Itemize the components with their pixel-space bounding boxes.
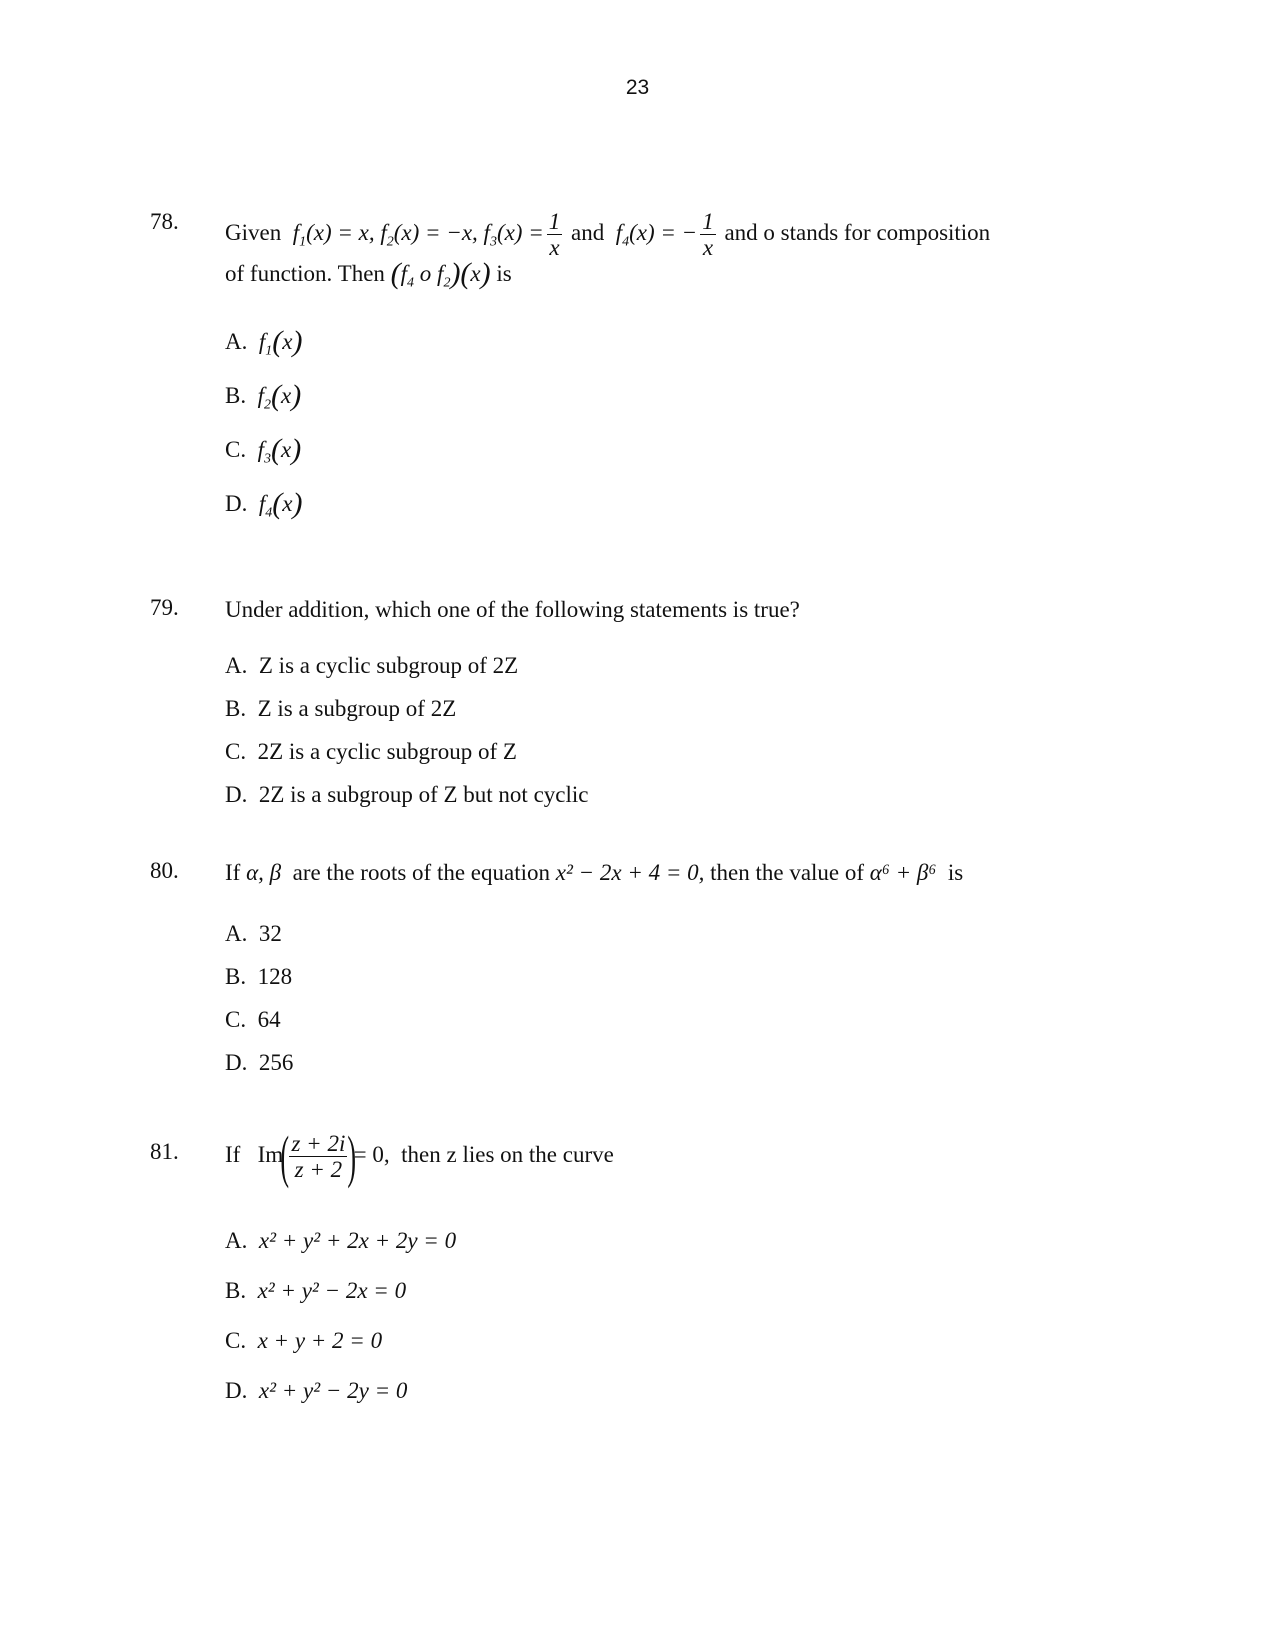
option-b[interactable] [225, 694, 456, 724]
stem-vars: α, β [246, 860, 282, 885]
option-text: 32 [258, 921, 282, 946]
stem-tail: then z lies on the curve [401, 1142, 614, 1167]
option-a[interactable] [225, 919, 282, 949]
option-letter: B. [225, 1278, 247, 1303]
stem-if: If [225, 860, 241, 885]
option-letter: D. [225, 1378, 248, 1403]
stem-text: of function. Then [225, 261, 385, 286]
option-letter: B. [225, 696, 247, 721]
question-stem [225, 1111, 614, 1199]
option-text: Z is a cyclic subgroup of 2Z [258, 653, 519, 678]
option-b[interactable] [225, 1276, 406, 1306]
def-f3: $f_3(x)$ = $\frac{1}{x}$ [483, 209, 561, 261]
option-a[interactable] [225, 327, 302, 367]
left-paren: ( [280, 1123, 290, 1189]
option-expr: $f_4(x)$ [258, 487, 303, 521]
option-text: x² + y² + 2x + 2y = 0 [258, 1228, 457, 1253]
option-c[interactable] [225, 435, 301, 475]
def-f4: $f_4(x)$ = − $\frac{1}{x}$ [615, 209, 714, 261]
option-letter: A. [225, 653, 248, 678]
question-stem-line-2 [225, 259, 512, 299]
question-number: 79. [150, 595, 179, 620]
option-letter: C. [225, 437, 247, 462]
option-text: 64 [257, 1007, 281, 1032]
option-a[interactable] [225, 651, 518, 681]
right-paren: ) [347, 1123, 357, 1189]
question-stem [225, 858, 963, 888]
question-number: 81. [150, 1139, 179, 1164]
stem-is: is [947, 860, 964, 885]
option-letter: A. [225, 1228, 248, 1253]
option-letter: D. [225, 1050, 248, 1075]
option-text: 2Z is a cyclic subgroup of Z [257, 739, 517, 764]
option-text: 256 [258, 1050, 294, 1075]
option-c[interactable] [225, 1326, 382, 1356]
question-stem-line-1 [225, 209, 990, 261]
stem-and: and [571, 220, 605, 246]
option-letter: C. [225, 739, 247, 764]
option-c[interactable] [225, 737, 517, 767]
def-f2: $f_2(x) = -x$, [380, 220, 478, 250]
stem-fraction [289, 1131, 347, 1183]
option-d[interactable] [225, 1048, 293, 1078]
option-expr: $f_1(x)$ [258, 325, 303, 359]
option-text: x² + y² − 2x = 0 [257, 1278, 407, 1303]
fraction-denominator: z + 2 [294, 1157, 343, 1183]
stem-tail: and o stands for composition [724, 220, 991, 246]
option-expr: $f_2(x)$ [257, 379, 302, 413]
option-b[interactable] [225, 962, 292, 992]
composition-expr: ($f_4$ o $f_2)(x)$ [390, 257, 491, 291]
question-number: 78. [150, 209, 179, 234]
stem-equals: = 0, [353, 1142, 390, 1167]
stem-is: is [496, 261, 512, 286]
option-a[interactable] [225, 1226, 456, 1256]
option-letter: C. [225, 1007, 247, 1032]
option-d[interactable] [225, 1376, 407, 1406]
stem-text: Given [225, 220, 282, 246]
question-number: 80. [150, 858, 179, 883]
fraction-numerator: z + 2i [291, 1130, 346, 1156]
option-letter: D. [225, 782, 248, 807]
option-letter: A. [225, 329, 248, 354]
stem-if: If [225, 1142, 241, 1167]
stem-im: Im [257, 1142, 284, 1167]
option-d[interactable] [225, 780, 588, 810]
option-expr: $f_3(x)$ [257, 433, 302, 467]
option-letter: A. [225, 921, 248, 946]
option-text: x + y + 2 = 0 [257, 1328, 383, 1353]
option-letter: B. [225, 383, 247, 408]
page-number: 23 [625, 76, 650, 99]
stem-expr: α⁶ + β⁶ [869, 860, 937, 885]
option-d[interactable] [225, 489, 302, 529]
question-stem: Under addition, which one of the following statements is true? [225, 597, 800, 622]
stem-mid: are the roots of the equation [292, 860, 550, 885]
option-text: 128 [257, 964, 293, 989]
option-letter: D. [225, 491, 248, 516]
option-b[interactable] [225, 381, 301, 421]
def-f1: $f_1(x) = x$, [292, 220, 375, 250]
stem-equation: x² − 2x + 4 = 0, [555, 860, 705, 885]
option-text: 2Z is a subgroup of Z but not cyclic [258, 782, 589, 807]
option-text: Z is a subgroup of 2Z [257, 696, 457, 721]
option-c[interactable] [225, 1005, 281, 1035]
stem-then: then the value of [710, 860, 865, 885]
option-text: x² + y² − 2y = 0 [258, 1378, 408, 1403]
option-letter: B. [225, 964, 247, 989]
option-letter: C. [225, 1328, 247, 1353]
